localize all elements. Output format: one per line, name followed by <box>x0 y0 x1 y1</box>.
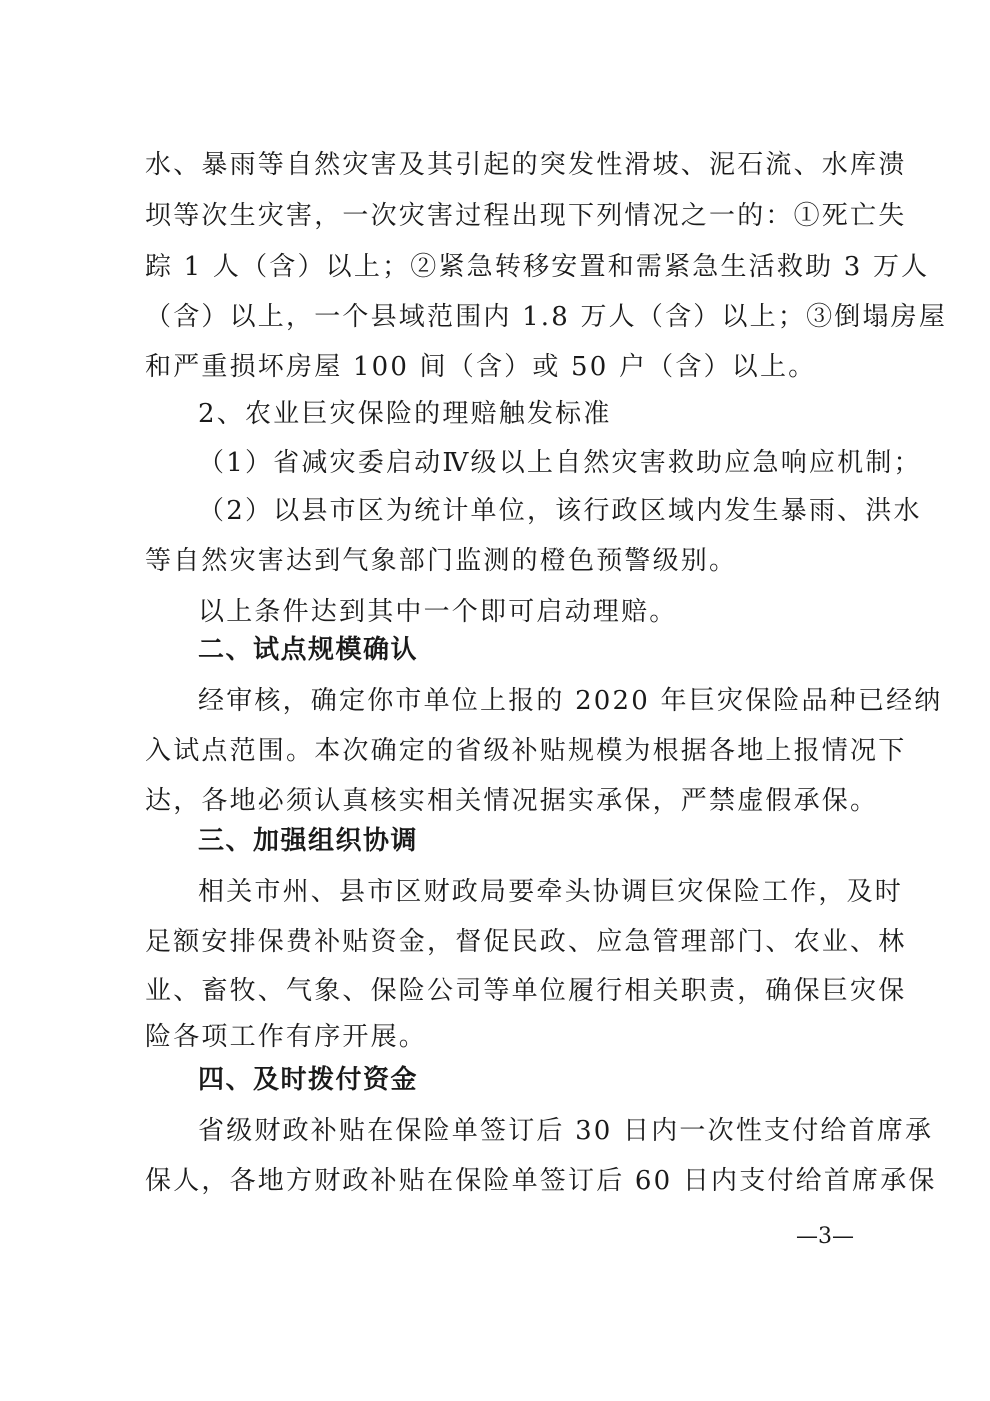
body-line: 水、暴雨等自然灾害及其引起的突发性滑坡、泥石流、水库溃 <box>145 150 907 180</box>
body-line: （2）以县市区为统计单位，该行政区域内发生暴雨、洪水 <box>198 496 922 526</box>
body-line: 达，各地必须认真核实相关情况据实承保，严禁虚假承保。 <box>145 786 879 816</box>
body-line: 保人，各地方财政补贴在保险单签订后 60 日内支付给首席承保 <box>145 1166 937 1196</box>
subsection-heading: 2、农业巨灾保险的理赔触发标准 <box>198 399 612 429</box>
body-line: 经审核，确定你市单位上报的 2020 年巨灾保险品种已经纳 <box>198 686 943 716</box>
body-line: 业、畜牧、气象、保险公司等单位履行相关职责，确保巨灾保 <box>145 976 907 1006</box>
body-line: 相关市州、县市区财政局要牵头协调巨灾保险工作，及时 <box>198 877 904 907</box>
body-line: 省级财政补贴在保险单签订后 30 日内一次性支付给首席承 <box>198 1116 934 1146</box>
section-heading-4: 四、及时拨付资金 <box>198 1065 419 1095</box>
page-number: —3— <box>796 1224 854 1249</box>
body-line: （1）省减灾委启动Ⅳ级以上自然灾害救助应急响应机制； <box>198 448 922 478</box>
body-line: 踪 1 人（含）以上；②紧急转移安置和需紧急生活救助 3 万人 <box>145 252 930 282</box>
body-line: 入试点范围。本次确定的省级补贴规模为根据各地上报情况下 <box>145 736 907 766</box>
body-line: 险各项工作有序开展。 <box>145 1022 428 1052</box>
body-line: 和严重损坏房屋 100 间（含）或 50 户（含）以上。 <box>145 352 817 382</box>
body-line: 等自然灾害达到气象部门监测的橙色预警级别。 <box>145 546 738 576</box>
body-line: 以上条件达到其中一个即可启动理赔。 <box>198 597 678 627</box>
section-heading-2: 二、试点规模确认 <box>198 635 419 665</box>
body-line: （含）以上，一个县域范围内 1.8 万人（含）以上；③倒塌房屋 <box>145 302 948 332</box>
section-heading-3: 三、加强组织协调 <box>198 826 419 856</box>
body-line: 坝等次生灾害，一次灾害过程出现下列情况之一的：①死亡失 <box>145 201 907 231</box>
body-line: 足额安排保费补贴资金，督促民政、应急管理部门、农业、林 <box>145 927 907 957</box>
